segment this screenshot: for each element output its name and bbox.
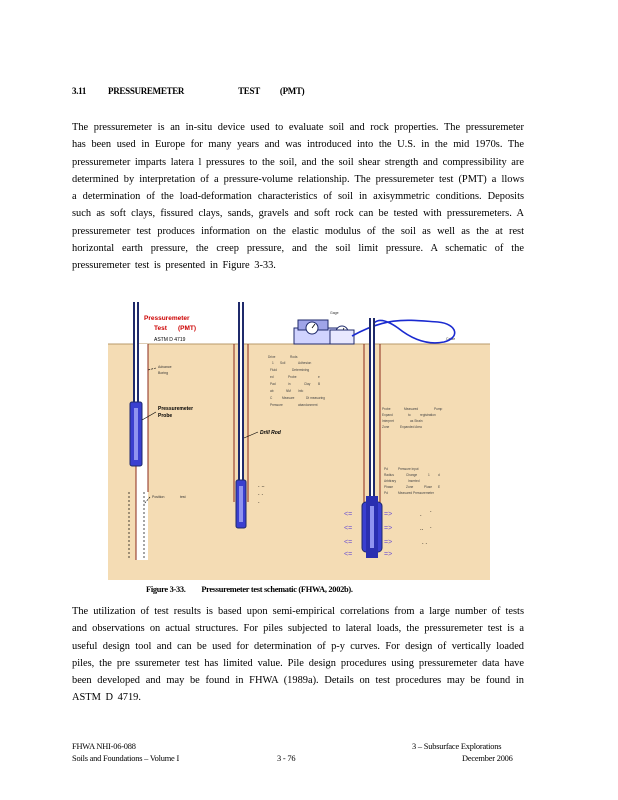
inset-title-line2: Test: [154, 325, 167, 332]
svg-text:Dt measuring: Dt measuring: [306, 396, 325, 400]
svg-text:. ..: . ..: [258, 483, 265, 489]
svg-text:Zone: Zone: [406, 485, 414, 489]
svg-text:1: 1: [428, 473, 430, 477]
pressuremeter-schematic: [108, 292, 490, 580]
svg-text:1: 1: [272, 361, 274, 365]
svg-text:d: d: [438, 473, 440, 477]
svg-text:Radius: Radius: [384, 473, 394, 477]
svg-text:Probe: Probe: [382, 407, 391, 411]
svg-text:Info: Info: [298, 389, 304, 393]
svg-text:Gage: Gage: [330, 311, 339, 315]
label-drill-rod: Drill Rod: [260, 430, 281, 436]
svg-text:=>: =>: [384, 525, 393, 532]
inset-title-line1: Pressuremeter: [144, 315, 190, 322]
svg-text:NM: NM: [286, 389, 291, 393]
svg-text:=>: =>: [384, 551, 393, 558]
svg-text:<=: <=: [344, 539, 353, 546]
svg-text:.: .: [258, 499, 260, 505]
svg-text:<=: <=: [344, 551, 353, 558]
svg-text:C: C: [270, 396, 273, 400]
svg-text:Determining: Determining: [292, 368, 310, 372]
svg-text:Soil: Soil: [280, 361, 286, 365]
svg-text:ab: ab: [270, 389, 274, 393]
svg-text:. .: . .: [422, 540, 428, 546]
svg-text:.: .: [430, 524, 432, 530]
svg-text:Interpret: Interpret: [382, 419, 394, 423]
caption-text: Pressuremeter test schematic (FHWA, 2002b).: [201, 585, 353, 594]
svg-text:Phase: Phase: [384, 485, 394, 489]
svg-text:E: E: [438, 485, 441, 489]
svg-text:test: test: [180, 495, 186, 499]
intro-paragraph: The pressuremeter is an in-situ device used to evaluate soil and rock properties. The pressuremeter has been used in Europe for many years and was introduced into the U.S. in the mid 1970s. The pressuremeter imparts latera l pressures to the soil, and the soil shear strength and compressibility are determined by interpretation of a pressure-volume relationship. The pressuremeter test (PMT) a llows a determination of the load-deformation characteristics of soil in axisymmetric conditions. Deposits such as soft clays, fissured clays, sands, gravels and soft rock can be tested with pressuremeters. A pressuremeter test produces information on the elastic modulus of the soil as well as the at rest horizontal earth pressure, the creep pressure, and the soil limit pressure. A schematic of the pressuremeter test is presented in Figure 3-33.: [72, 122, 524, 272]
svg-text:Pluse: Pluse: [424, 485, 432, 489]
svg-text:Probe: Probe: [288, 375, 297, 379]
footer-date: December 2006: [462, 754, 513, 763]
hose: [352, 320, 455, 343]
svg-text:Measured Pressuremeter: Measured Pressuremeter: [398, 491, 434, 495]
svg-text:Cable: Cable: [446, 337, 456, 341]
footer-publication: FHWA NHI-06-088: [72, 742, 136, 751]
section-heading: [72, 86, 304, 96]
footer-chapter: 3 – Subsurface Explorations: [412, 742, 502, 751]
svg-text:Pump: Pump: [434, 407, 443, 411]
section-title-abbr: (PMT): [279, 86, 305, 96]
section-title: PRESSUREMETER: [108, 86, 185, 96]
svg-text:Zone: Zone: [382, 425, 390, 429]
svg-text:Pad: Pad: [270, 382, 276, 386]
caption-figure-number: Figure 3-33.: [146, 585, 186, 594]
svg-text:Boring: Boring: [158, 371, 169, 375]
inset-standard: ASTM D 4719: [154, 337, 186, 343]
page-number: 3 - 76: [277, 754, 296, 763]
svg-text:B: B: [318, 382, 321, 386]
svg-text:. .: . .: [258, 491, 264, 497]
svg-text:Change: Change: [406, 473, 418, 477]
svg-text:Position: Position: [152, 495, 165, 499]
utilization-paragraph: The utilization of test results is based upon semi-empirical correlations from a large number of tests and observations on actual structures. For piles subjected to lateral loads, the pressuremeter test is a useful design tool and can be used for determination of p-y curves. For design of vertically loaded piles, the pre ssuremeter test has limited value. Pile design procedures using pressuremeter data have been developed and may be found in FHWA (1989a). Details on test procedures may be found in ASTM D 4719.: [72, 606, 524, 704]
svg-text:Inserted: Inserted: [408, 479, 420, 483]
svg-text:Arbitrary: Arbitrary: [384, 479, 397, 483]
svg-text:=>: =>: [384, 539, 393, 546]
section-number: 3.11: [72, 86, 87, 96]
svg-text:ed: ed: [270, 375, 274, 379]
svg-text:Advance: Advance: [158, 365, 172, 369]
svg-text:.: .: [430, 508, 432, 514]
svg-text:Drive: Drive: [268, 355, 276, 359]
svg-text:.: .: [420, 512, 422, 518]
svg-text:Fluid: Fluid: [270, 368, 277, 372]
figure-caption: [146, 585, 353, 594]
svg-text:abandonment: abandonment: [298, 403, 318, 407]
label-probe-line2: Probe: [158, 413, 173, 419]
svg-text:=>: =>: [384, 511, 393, 518]
svg-text:Measured: Measured: [404, 407, 419, 411]
svg-text:Pressure: Pressure: [270, 403, 283, 407]
svg-text:Pressure input: Pressure input: [398, 467, 419, 471]
soil-ground: [108, 344, 490, 580]
svg-text:Expanded Area: Expanded Area: [400, 425, 422, 429]
svg-text:Expand: Expand: [382, 413, 393, 417]
svg-text:Pd: Pd: [384, 491, 388, 495]
svg-text:Rods: Rods: [290, 355, 298, 359]
svg-text:e: e: [318, 375, 320, 379]
svg-text:Clay: Clay: [304, 382, 311, 386]
svg-text:Measure: Measure: [282, 396, 295, 400]
svg-text:as Strain: as Strain: [410, 419, 423, 423]
label-probe-line1: Pressuremeter: [158, 406, 194, 412]
svg-text:registration: registration: [420, 413, 436, 417]
inset-title-abbr: (PMT): [178, 325, 197, 332]
svg-text:Pd: Pd: [384, 467, 388, 471]
svg-text:Adhesion: Adhesion: [298, 361, 312, 365]
svg-text:..: ..: [420, 526, 424, 532]
svg-text:in: in: [288, 382, 291, 386]
svg-text:to: to: [408, 413, 411, 417]
svg-text:<=: <=: [344, 525, 353, 532]
pressuremeter-figure: [108, 292, 490, 580]
svg-text:<=: <=: [344, 511, 353, 518]
footer-title: Soils and Foundations – Volume I: [72, 754, 180, 763]
section-title-word2: TEST: [238, 86, 260, 96]
